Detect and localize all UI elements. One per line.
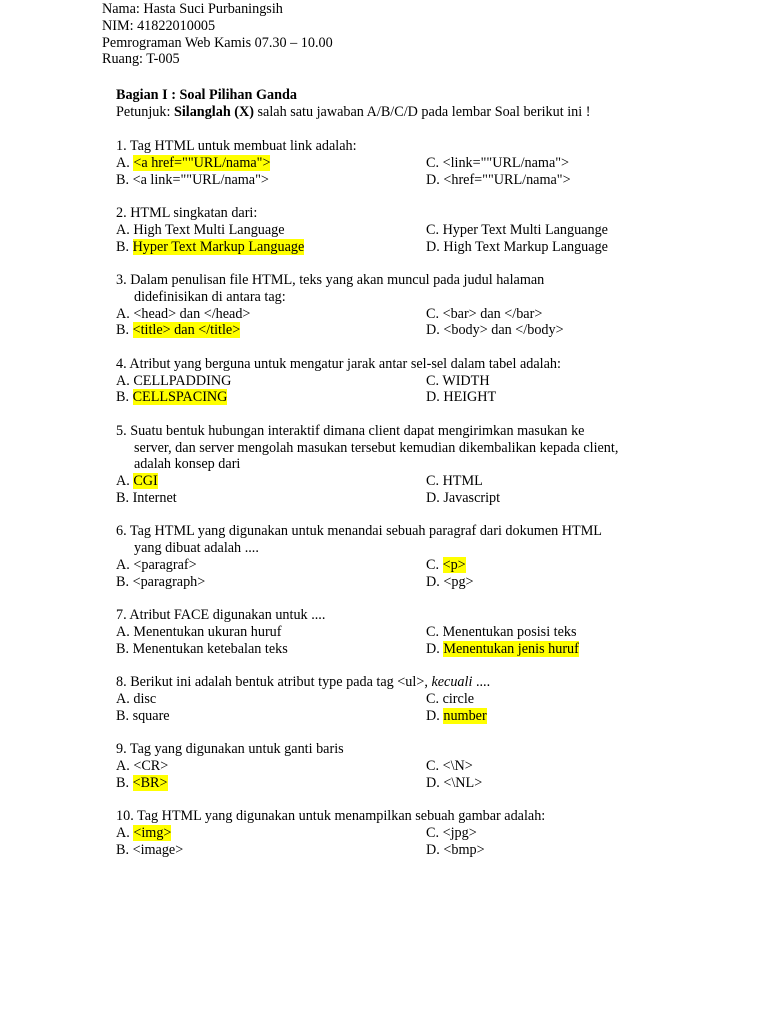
option-text: HEIGHT [443,389,497,406]
option-c[interactable] [426,758,473,775]
student-name: Nama: Hasta Suci Purbaningsih [102,1,283,17]
option-b[interactable] [116,775,168,792]
options [116,825,756,859]
options [116,691,756,725]
option-d[interactable] [426,322,564,339]
option-d[interactable] [426,641,579,658]
question-list [116,138,756,875]
option-letter: A. [116,824,134,841]
option-letter: A. [116,690,134,707]
question-text: 4. Atribut yang berguna untuk mengatur jarak antar sel-sel dalam tabel adalah: [116,355,561,372]
instruction-suffix: salah satu jawaban A/B/C/D pada lembar Soal berikut ini ! [253,104,591,120]
question-text-italic: kecuali [431,674,473,691]
course-info: Pemrograman Web Kamis 07.30 – 10.00 [102,34,333,51]
option-a[interactable] [116,222,285,239]
student-info [102,1,333,68]
option-letter: D. [426,171,444,188]
answer-highlight: CELLSPACING [132,389,228,406]
option-a[interactable] [116,155,270,172]
option-text: <body> dan </body> [443,322,564,339]
option-letter: A. [116,623,134,640]
answer-highlight: CGI [133,473,158,490]
question-text: adalah konsep dari [134,456,241,473]
option-a[interactable] [116,758,168,775]
option-text: Internet [132,489,177,506]
option-letter: B. [116,707,133,724]
option-letter: D. [426,573,444,590]
option-letter: B. [116,640,133,657]
instruction-prefix: Petunjuk: [116,104,174,120]
option-c[interactable] [426,825,477,842]
option-letter: B. [116,171,133,188]
option-text: square [132,707,170,724]
option-letter: A. [116,221,134,238]
question-text: 2. HTML singkatan dari: [116,204,258,221]
answer-highlight: <a href=""URL/nama"> [133,154,271,171]
option-c[interactable] [426,373,490,390]
answer-highlight: <BR> [132,774,168,791]
option-text: Hyper Text Multi Languange [442,221,608,238]
answer-highlight: <p> [442,556,466,573]
option-letter: A. [116,154,134,171]
question-2 [116,205,756,255]
option-c[interactable] [426,306,542,323]
question-text: 9. Tag yang digunakan untuk ganti baris [116,741,344,758]
question-4 [116,356,756,406]
option-text: High Text Multi Language [133,221,285,238]
answer-highlight: <img> [133,824,172,841]
option-a[interactable] [116,624,281,641]
option-b[interactable] [116,574,205,591]
option-letter: C. [426,372,443,389]
option-d[interactable] [426,239,608,256]
option-text: HTML [442,473,483,490]
option-letter: C. [426,690,443,707]
option-letter: B. [116,389,133,406]
options [116,222,756,256]
option-b[interactable] [116,842,183,859]
option-letter: C. [426,305,443,322]
options [116,624,756,658]
option-text: Javascript [443,489,501,506]
option-d[interactable] [426,708,487,725]
option-letter: A. [116,305,134,322]
option-a[interactable] [116,473,158,490]
option-a[interactable] [116,691,156,708]
option-c[interactable] [426,155,569,172]
option-text: <paragraph> [132,573,206,590]
question-text [116,674,756,691]
option-letter: B. [116,841,133,858]
option-text: WIDTH [442,372,490,389]
option-letter: A. [116,757,134,774]
section-title: Bagian I : Soal Pilihan Ganda [116,87,297,103]
option-letter: C. [426,556,443,573]
option-text: <pg> [443,573,474,590]
option-b[interactable] [116,389,227,406]
question-6 [116,523,756,590]
question-text: 7. Atribut FACE digunakan untuk .... [116,607,326,624]
option-c[interactable] [426,557,466,574]
option-text: circle [442,690,475,707]
option-text: High Text Markup Language [443,238,608,255]
option-letter: B. [116,238,133,255]
option-letter: C. [426,824,443,841]
answer-highlight: Menentukan jenis huruf [443,640,579,657]
question-1 [116,138,756,188]
option-letter: D. [426,322,444,339]
option-letter: C. [426,154,443,171]
question-10 [116,808,756,858]
option-a[interactable] [116,557,197,574]
question-text: 1. Tag HTML untuk membuat link adalah: [116,138,357,154]
option-text: <bar> dan </bar> [442,305,543,322]
option-text: <a link=""URL/nama"> [132,171,269,188]
option-d[interactable] [426,842,485,859]
options [116,758,756,792]
option-letter: C. [426,757,443,774]
question-5 [116,423,756,507]
option-b[interactable] [116,172,269,189]
option-letter: D. [426,707,444,724]
question-9 [116,741,756,791]
option-c[interactable] [426,222,608,239]
student-nim: NIM: 41822010005 [102,17,216,34]
option-c[interactable] [426,624,577,641]
option-letter: D. [426,238,444,255]
option-b[interactable] [116,322,240,339]
option-text: <paragraf> [133,556,197,573]
option-c[interactable] [426,691,474,708]
question-text: 10. Tag HTML yang digunakan untuk menampilkan sebuah gambar adalah: [116,808,546,825]
option-text: <CR> [133,757,169,774]
option-letter: A. [116,372,134,389]
question-text: 6. Tag HTML yang digunakan untuk menandai sebuah paragraf dari dokumen HTML [116,523,602,540]
option-text: Menentukan ketebalan teks [132,640,288,657]
option-letter: A. [116,556,134,573]
option-text: <\N> [442,757,473,774]
options [116,306,756,340]
question-text-prefix: 8. Berikut ini adalah bentuk atribut type pada tag <ul>, [116,674,432,691]
question-7 [116,607,756,657]
option-text: Menentukan posisi teks [442,623,577,640]
question-text: didefinisikan di antara tag: [134,288,286,305]
option-text: <bmp> [443,841,485,858]
option-text: <jpg> [442,824,477,841]
option-a[interactable] [116,373,231,390]
room-info: Ruang: T-005 [102,51,180,68]
answer-highlight: Hyper Text Markup Language [132,238,305,255]
instruction-bold: Silanglah (X) [173,104,254,120]
option-letter: B. [116,489,133,506]
option-text: CELLPADDING [133,372,232,389]
option-letter: D. [426,489,444,506]
question-8 [116,674,756,724]
option-text: <head> dan </head> [133,305,251,322]
option-letter: D. [426,640,444,657]
option-text: Menentukan ukuran huruf [133,623,282,640]
option-letter: D. [426,774,444,791]
option-text: disc [133,690,157,707]
option-letter: C. [426,473,443,490]
option-letter: B. [116,774,133,791]
option-text: <image> [132,841,184,858]
option-d[interactable] [426,490,500,507]
option-a[interactable] [116,306,250,323]
options [116,557,756,591]
option-text: <link=""URL/nama"> [442,154,570,171]
option-a[interactable] [116,825,171,842]
question-text: server, dan server mengolah masukan tersebut kemudian dikembalikan kepada client, [134,439,619,456]
option-b[interactable] [116,641,288,658]
option-b[interactable] [116,239,304,256]
options [116,373,756,407]
answer-highlight: <title> dan </title> [132,322,241,339]
question-text: 5. Suatu bentuk hubungan interaktif dimana client dapat mengirimkan masukan ke [116,422,585,439]
option-b[interactable] [116,490,177,507]
option-text: <\NL> [443,774,483,791]
option-b[interactable] [116,708,170,725]
option-letter: B. [116,573,133,590]
option-letter: C. [426,221,443,238]
option-letter: A. [116,473,134,490]
instruction [116,104,590,121]
options [116,473,756,507]
option-d[interactable] [426,574,474,591]
option-d[interactable] [426,389,496,406]
option-d[interactable] [426,172,571,189]
question-text: yang dibuat adalah .... [134,540,259,557]
option-letter: D. [426,389,444,406]
question-3 [116,272,756,339]
option-letter: D. [426,841,444,858]
option-text: <href=""URL/nama"> [443,171,571,188]
question-text: 3. Dalam penulisan file HTML, teks yang akan muncul pada judul halaman [116,271,545,288]
question-text-suffix: .... [472,674,491,691]
option-letter: B. [116,322,133,339]
answer-highlight: number [443,707,487,724]
option-letter: C. [426,623,443,640]
option-c[interactable] [426,473,483,490]
options [116,155,756,189]
option-d[interactable] [426,775,482,792]
